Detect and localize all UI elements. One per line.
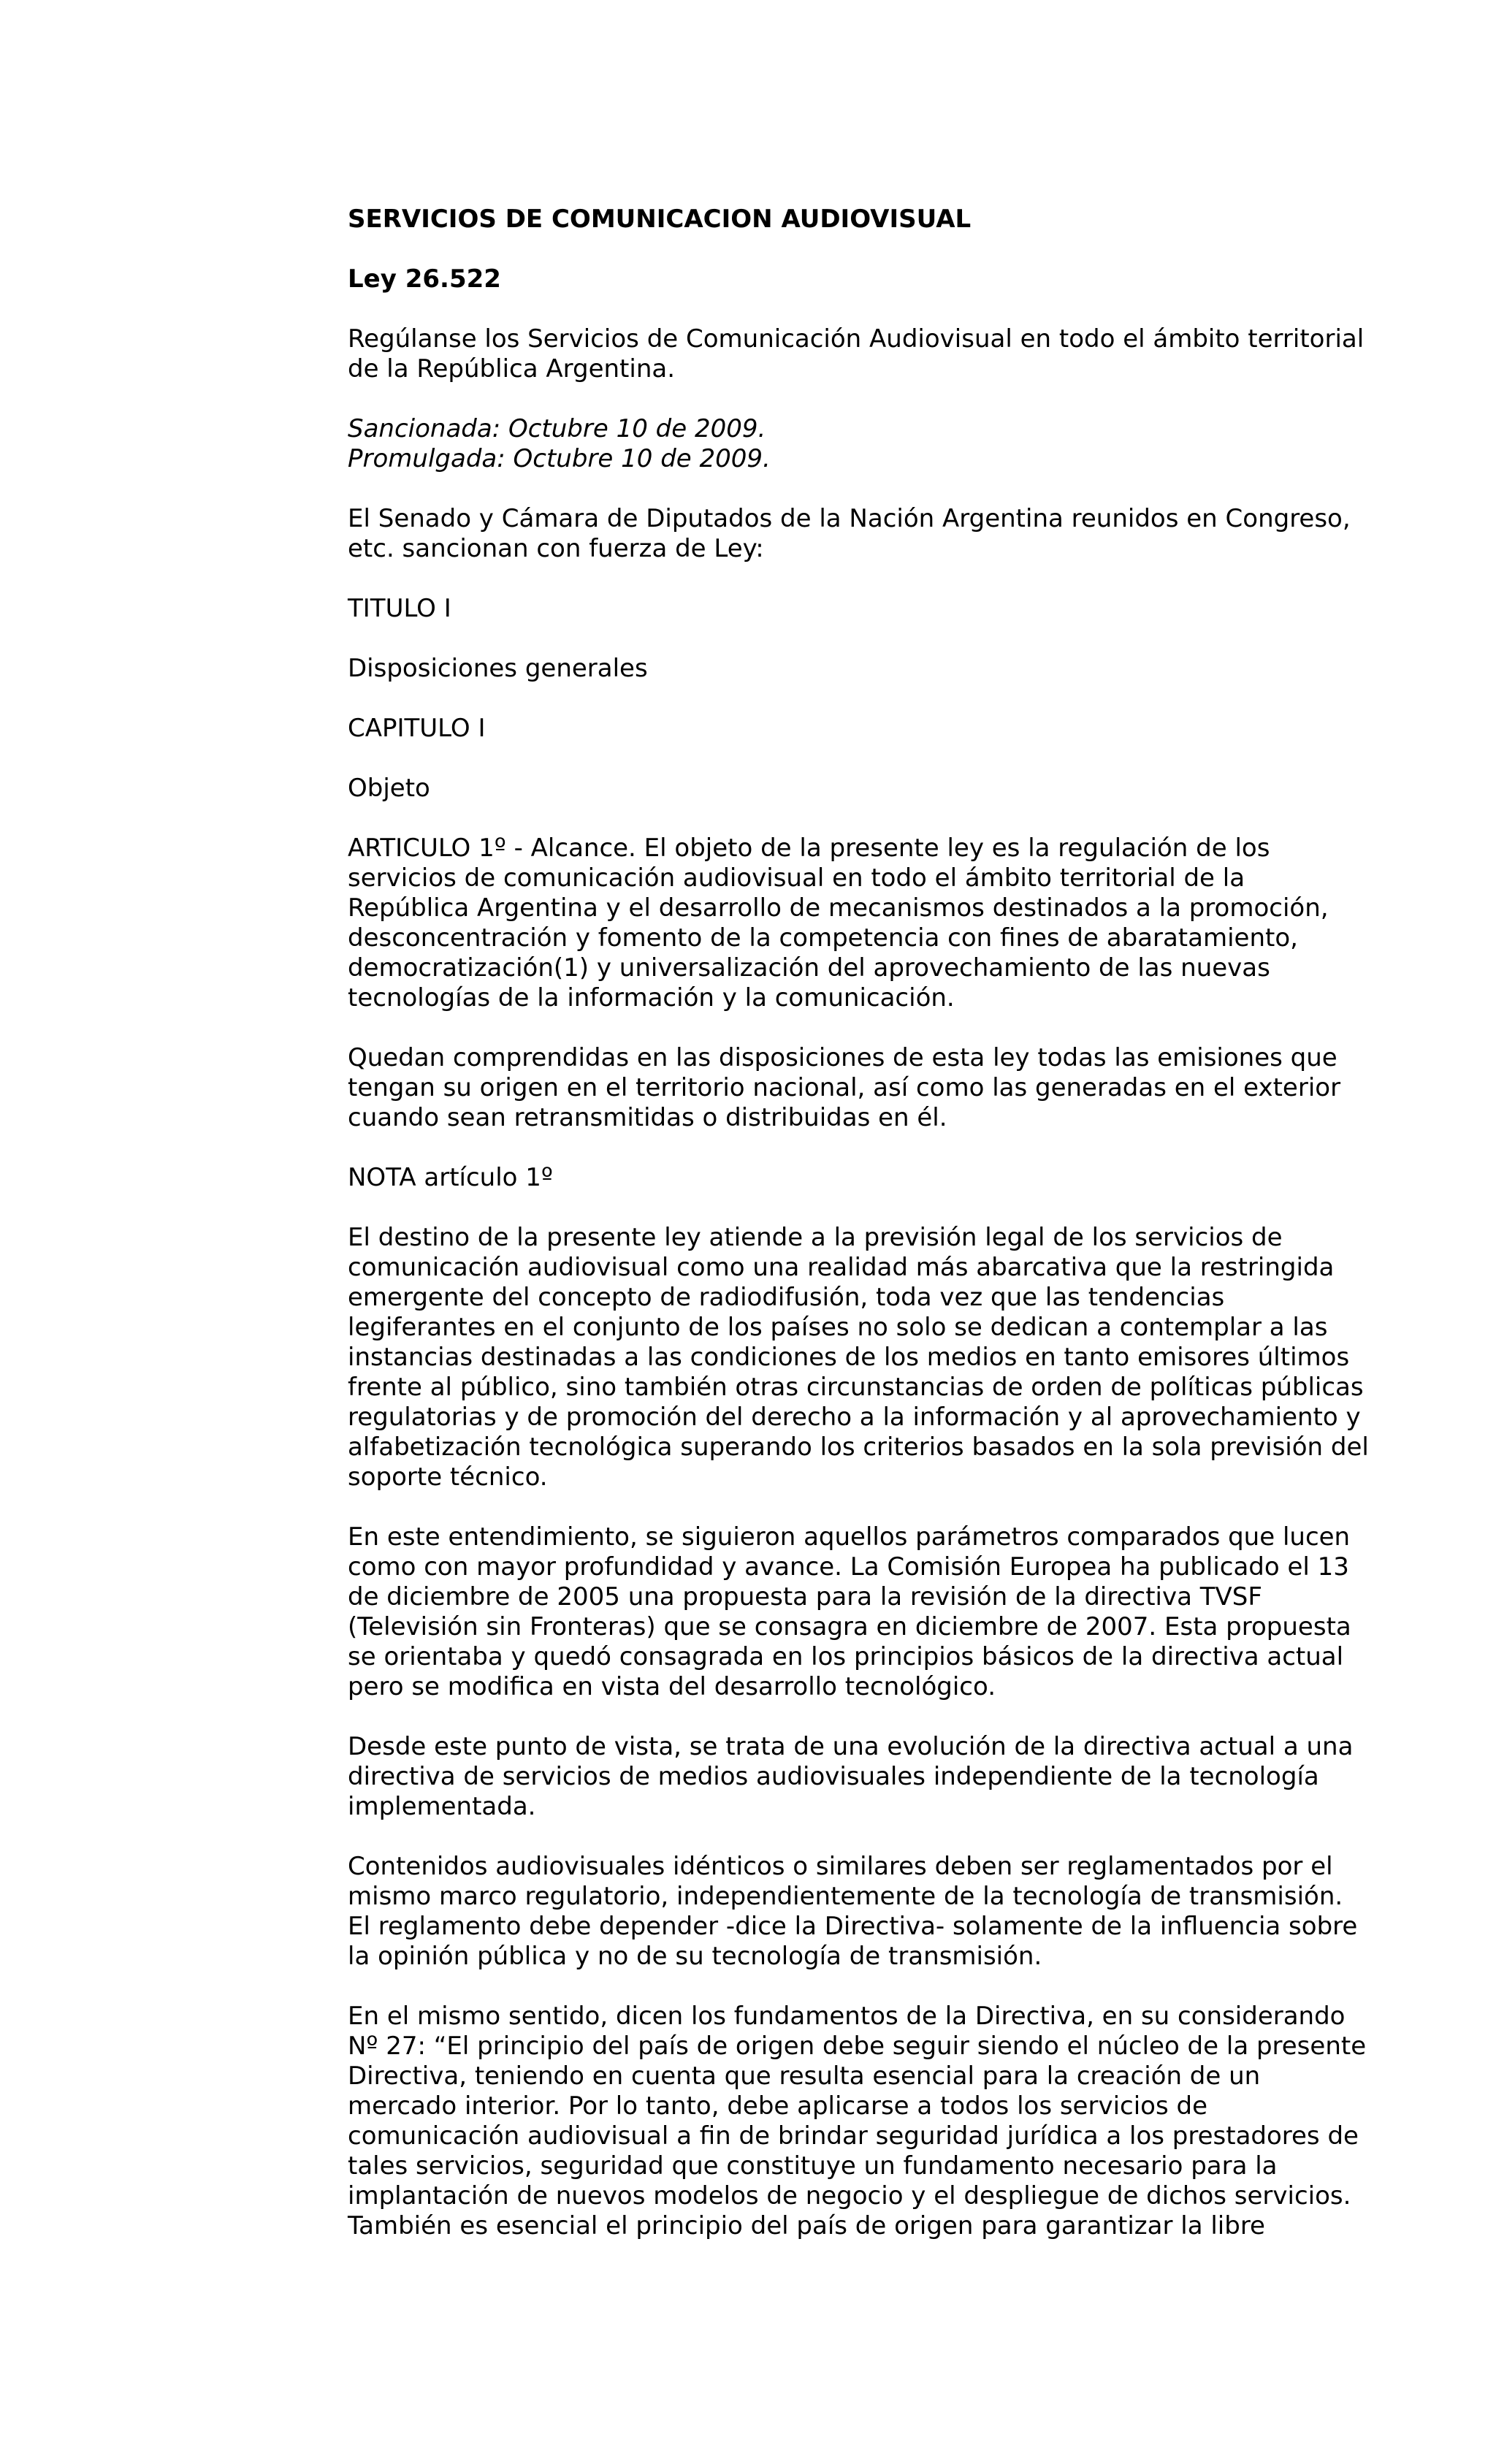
capitulo-name: Objeto	[348, 774, 430, 803]
law-number: Ley 26.522	[348, 264, 501, 294]
law-summary: Regúlanse los Servicios de Comunicación Audiovisual en todo el ámbito territorial de la República Argentina.	[348, 324, 1365, 384]
sanctioned-date: Sancionada: Octubre 10 de 2009.	[348, 414, 766, 443]
nota-paragraph-5: En el mismo sentido, dicen los fundamentos de la Directiva, en su considerando Nº 27: “El principio del país de origen debe seguir siendo el núcleo de la presente Directiva, teniendo en cuenta que resulta esencial para la creación de un mercado interior. Por lo tanto, debe aplicarse a todos los servicios de comunicación audiovisual a fin de brindar seguridad jurídica a los prestadores de tales servicios, seguridad que constituye un fundamento necesario para la implantación de nuevos modelos de negocio y el despliegue de dichos servicios. También es esencial el principio del país de origen para garantizar la libre	[348, 2002, 1367, 2240]
promulgated-date: Promulgada: Octubre 10 de 2009.	[348, 444, 771, 473]
article-1-paragraph-2: Quedan comprendidas en las disposiciones de esta ley todas las emisiones que tengan su origen en el territorio nacional, así como las generadas en el exterior cuando sean retransmitidas o distribuidas en él.	[348, 1043, 1341, 1132]
titulo-heading: TITULO I	[348, 594, 451, 623]
enacting-clause: El Senado y Cámara de Diputados de la Nación Argentina reunidos en Congreso, etc. sancionan con fuerza de Ley:	[348, 504, 1351, 563]
nota-paragraph-4: Contenidos audiovisuales idénticos o similares deben ser reglamentados por el mismo marco regulatorio, independientemente de la tecnología de transmisión. El reglamento debe depender -dice la Directiva- solamente de la influencia sobre la opinión pública y no de su tecnología de transmisión.	[348, 1852, 1358, 1971]
article-1-paragraph: ARTICULO 1º - Alcance. El objeto de la presente ley es la regulación de los servicios de comunicación audiovisual en todo el ámbito territorial de la República Argentina y el desarrollo de mecanismos destinados a la promoción, desconcentración y fomento de la competencia con fines de abaratamiento, democratización(1) y universalización del aprovechamiento de las nuevas tecnologías de la información y la comunicación.	[348, 834, 1329, 1012]
titulo-name: Disposiciones generales	[348, 654, 648, 683]
document-page	[348, 205, 1370, 2271]
capitulo-heading: CAPITULO I	[348, 714, 486, 743]
dates-block	[348, 414, 1370, 474]
nota-paragraph-3: Desde este punto de vista, se trata de una evolución de la directiva actual a una directiva de servicios de medios audiovisuales independiente de la tecnología implementada.	[348, 1732, 1354, 1821]
nota-paragraph-1: El destino de la presente ley atiende a la previsión legal de los servicios de comunicación audiovisual como una realidad más abarcativa que la restringida emergente del concepto de radiodifusión, toda vez que las tendencias legiferantes en el conjunto de los países no solo se dedican a contemplar a las instancias destinadas a las condiciones de los medios en tanto emisores últimos frente al público, sino también otras circunstancias de orden de políticas públicas regulatorias y de promoción del derecho a la información y al aprovechamiento y alfabetización tecnológica superando los criterios basados en la sola previsión del soporte técnico.	[348, 1223, 1369, 1492]
document-title: SERVICIOS DE COMUNICACION AUDIOVISUAL	[348, 205, 972, 234]
nota-heading: NOTA artículo 1º	[348, 1163, 553, 1192]
nota-paragraph-2: En este entendimiento, se siguieron aquellos parámetros comparados que lucen como con mayor profundidad y avance. La Comisión Europea ha publicado el 13 de diciembre de 2005 una propuesta para la revisión de la directiva TVSF (Televisión sin Fronteras) que se consagra en diciembre de 2007. Esta propuesta se orientaba y quedó consagrada en los principios básicos de la directiva actual pero se modifica en vista del desarrollo tecnológico.	[348, 1522, 1351, 1701]
